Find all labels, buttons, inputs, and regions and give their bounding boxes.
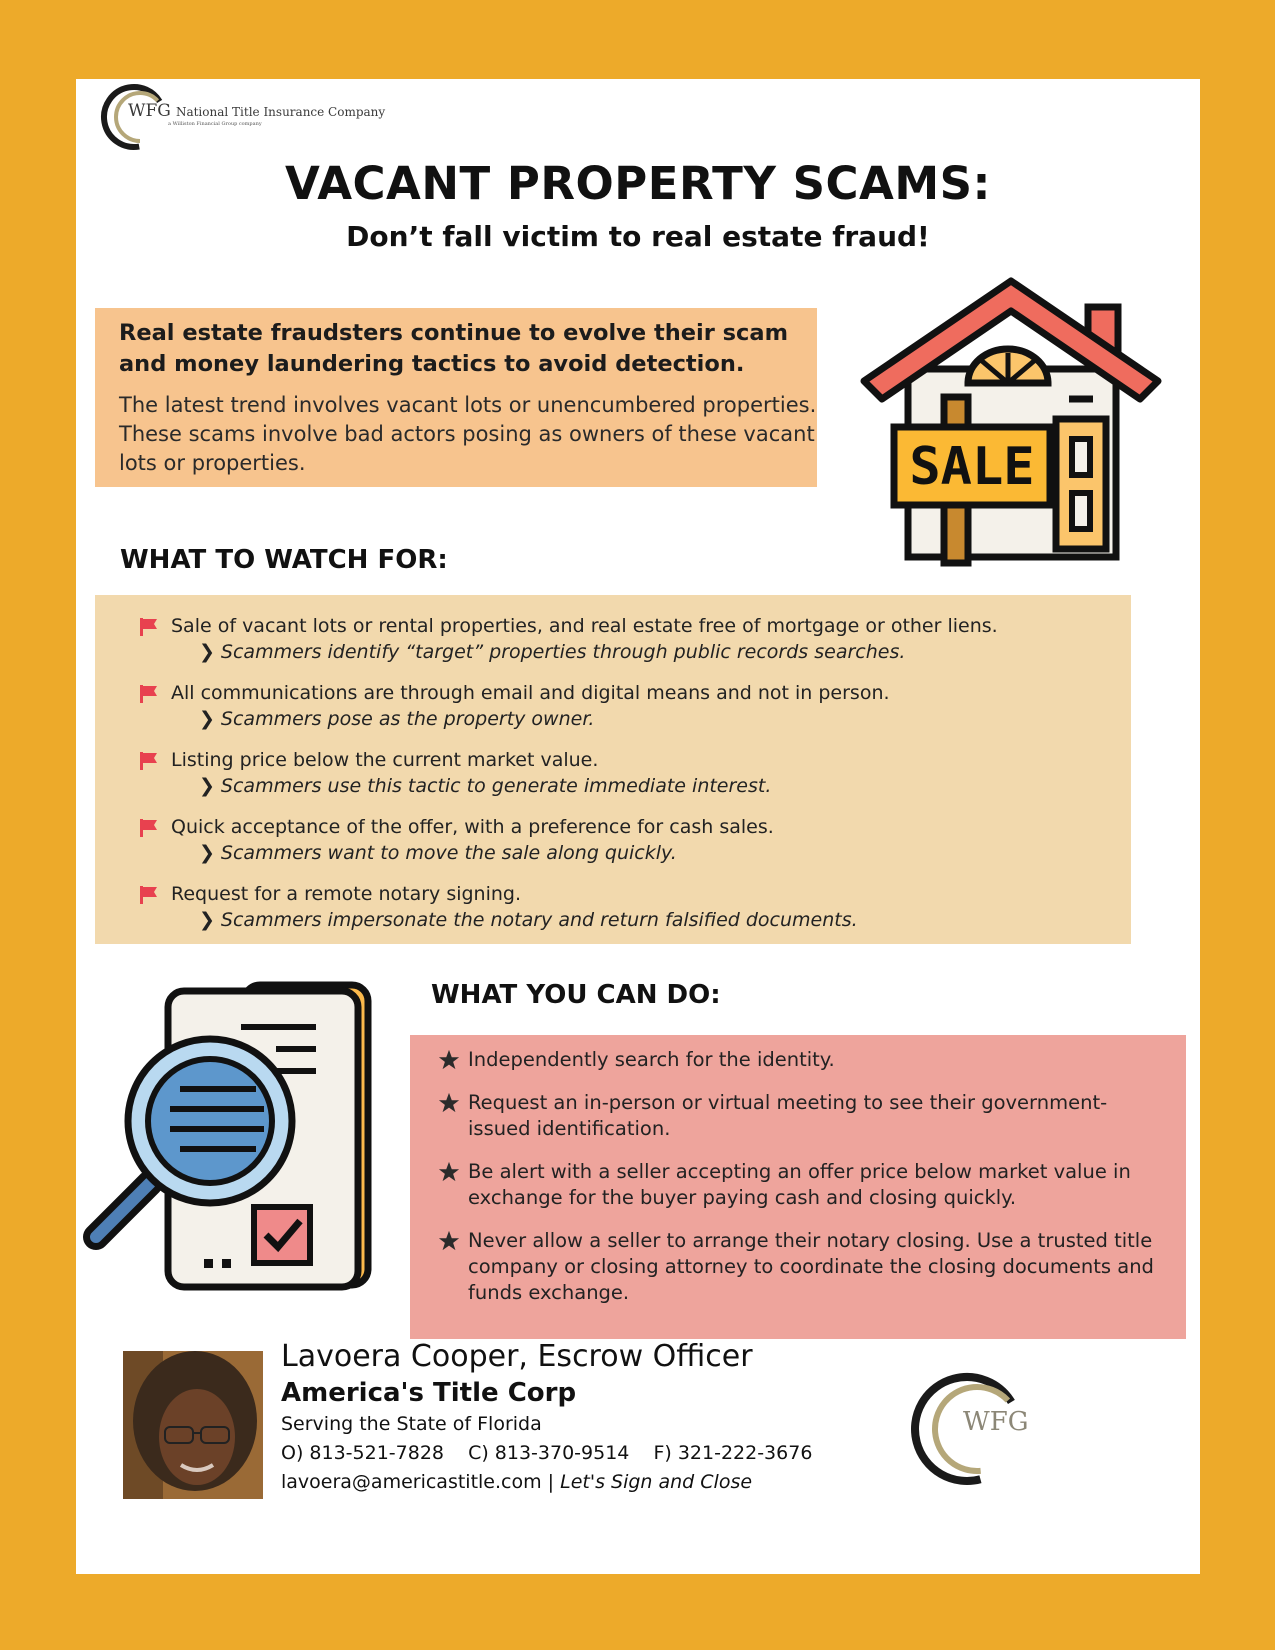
wfg-logo-text: WFG — [963, 1407, 1029, 1437]
agent-photo — [123, 1351, 263, 1499]
red-flag-icon — [139, 617, 159, 637]
logo-company-name: National Title Insurance Company — [175, 105, 386, 119]
watch-item-note: Scammers impersonate the notary and return falsified documents. — [220, 909, 858, 931]
red-flag-icon — [139, 818, 159, 838]
watch-item-text: All communications are through email and digital means and not in person. — [171, 682, 890, 704]
cell-phone[interactable]: C) 813-370-9514 — [468, 1442, 630, 1464]
separator: | — [547, 1471, 555, 1493]
list-item — [139, 747, 1131, 799]
todo-item-text: Request an in-person or virtual meeting to see their government-issued identification. — [468, 1091, 1108, 1140]
todo-item-text: Independently search for the identity. — [468, 1048, 835, 1071]
watch-item-text: Quick acceptance of the offer, with a preference for cash sales. — [171, 816, 774, 838]
fax-number: F) 321-222-3676 — [653, 1442, 813, 1464]
list-item — [438, 1228, 1186, 1306]
chevron-right-icon: ❯ — [199, 641, 215, 663]
house-for-sale-icon — [856, 269, 1166, 569]
star-icon — [438, 1092, 460, 1114]
chevron-right-icon: ❯ — [199, 708, 215, 730]
watch-item-text: Request for a remote notary signing. — [171, 883, 522, 905]
todo-item-text: Never allow a seller to arrange their notary closing. Use a trusted title company or closing attorney to coordinate the closing documents and funds exchange. — [468, 1229, 1154, 1304]
star-icon — [438, 1230, 460, 1252]
sale-sign-text: SALE — [909, 437, 1035, 497]
list-item — [139, 613, 1131, 665]
page-subtitle: Don’t fall victim to real estate fraud! — [346, 220, 930, 253]
intro-box — [95, 308, 817, 487]
watch-item-note: Scammers pose as the property owner. — [220, 708, 595, 730]
list-item — [438, 1047, 1186, 1073]
watch-item-text: Listing price below the current market value. — [171, 749, 599, 771]
star-icon — [438, 1161, 460, 1183]
logo-tagline: a Williston Financial Group company — [168, 121, 262, 127]
flyer-sheet — [76, 79, 1200, 1574]
todo-list — [410, 1035, 1186, 1339]
watch-item-note: Scammers want to move the sale along quickly. — [220, 842, 677, 864]
agent-tagline: Let's Sign and Close — [560, 1471, 753, 1493]
page-title: VACANT PROPERTY SCAMS: — [284, 157, 992, 210]
watch-heading: WHAT TO WATCH FOR: — [120, 545, 448, 575]
list-item — [438, 1159, 1186, 1211]
agent-name: Lavoera Cooper, Escrow Officer — [281, 1339, 753, 1374]
phone-numbers — [281, 1439, 830, 1468]
logo-initials: WFG — [128, 101, 171, 121]
chevron-right-icon: ❯ — [199, 775, 215, 797]
star-icon — [438, 1049, 460, 1071]
watch-item-note: Scammers use this tactic to generate immediate interest. — [220, 775, 772, 797]
document-search-icon — [76, 979, 386, 1309]
service-area: Serving the State of Florida — [281, 1413, 542, 1435]
list-item — [139, 680, 1131, 732]
watch-item-text: Sale of vacant lots or rental properties, and real estate free of mortgage or other liens. — [171, 615, 998, 637]
intro-lead: Real estate fraudsters continue to evolve their scam and money laundering tactics to avoid detection. — [119, 320, 789, 377]
list-item — [139, 881, 1131, 933]
red-flag-icon — [139, 684, 159, 704]
chevron-right-icon: ❯ — [199, 842, 215, 864]
list-item — [139, 814, 1131, 866]
contact-block — [281, 1338, 830, 1497]
todo-heading: WHAT YOU CAN DO: — [431, 980, 721, 1010]
agent-email[interactable]: lavoera@americastitle.com — [281, 1471, 542, 1493]
list-item — [438, 1090, 1186, 1142]
red-flag-icon — [139, 751, 159, 771]
logo-wordmark — [128, 101, 385, 127]
chevron-right-icon: ❯ — [199, 909, 215, 931]
watch-item-note: Scammers identify “target” properties through public records searches. — [220, 641, 906, 663]
email-line — [281, 1468, 830, 1497]
office-phone[interactable]: O) 813-521-7828 — [281, 1442, 445, 1464]
todo-item-text: Be alert with a seller accepting an offer price below market value in exchange for the buyer paying cash and closing quickly. — [468, 1160, 1131, 1209]
agent-company: America's Title Corp — [281, 1378, 577, 1408]
red-flag-icon — [139, 885, 159, 905]
intro-body: The latest trend involves vacant lots or unencumbered properties. These scams involve bad actors posing as owners of these vacant lots or properties. — [119, 393, 817, 475]
watch-list — [95, 595, 1131, 944]
